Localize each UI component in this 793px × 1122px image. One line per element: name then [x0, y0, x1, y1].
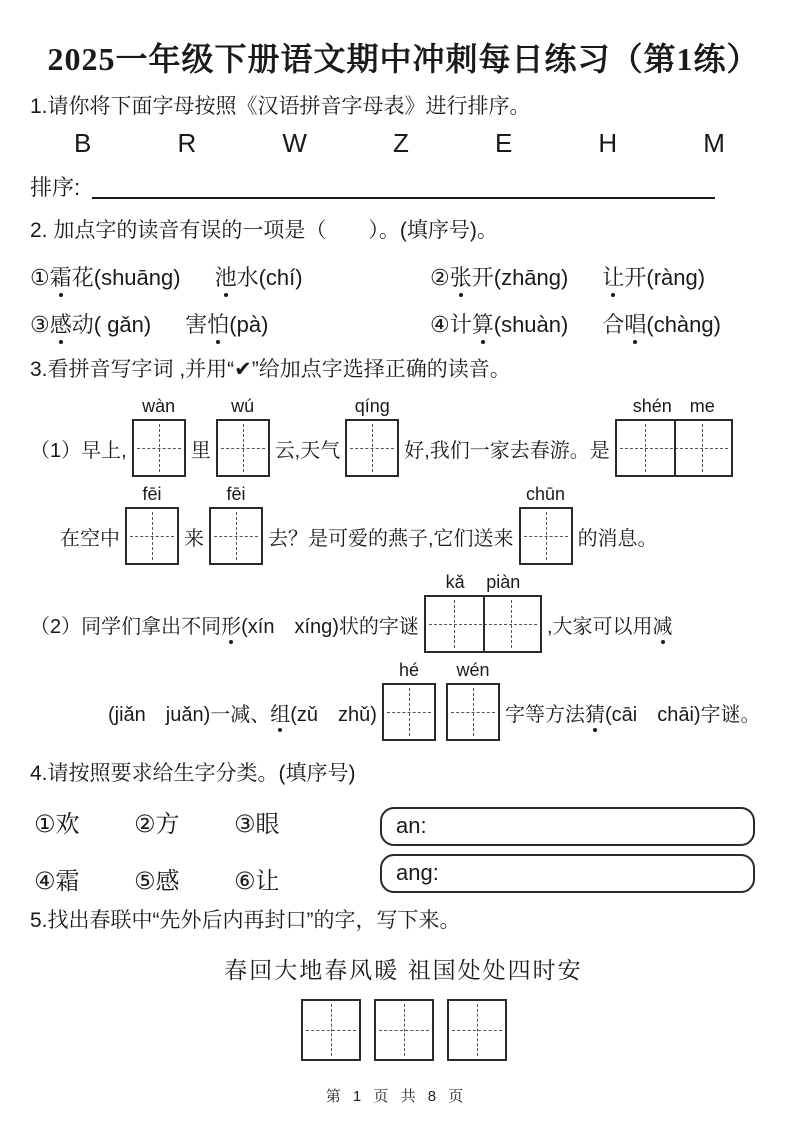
- option-2: [430, 261, 777, 292]
- writing-cell: [345, 419, 399, 477]
- tianzige-box: [132, 396, 186, 477]
- dotted-char: 猜: [585, 698, 605, 727]
- dotted-char: 张: [450, 261, 472, 292]
- ang-answer-box: ang:: [380, 854, 755, 893]
- an-answer-box: an:: [380, 807, 755, 846]
- char-item-1: ①欢: [34, 810, 80, 838]
- writing-cell: [301, 999, 361, 1061]
- word-group: ③感动( gǎn): [30, 308, 151, 339]
- question-2-prompt: 2. 加点字的读音有误的一项是（ ）。(填序号)。: [30, 219, 498, 243]
- option-1: [30, 261, 430, 292]
- word-group: 害怕(pà): [185, 308, 268, 339]
- dotted-char: 减: [653, 610, 673, 639]
- word-group: 池水(chí): [215, 261, 303, 292]
- writing-cell: [519, 507, 573, 565]
- writing-cell: [216, 419, 270, 477]
- pinyin-label: qíng: [354, 396, 390, 417]
- pinyin-label: wú: [231, 396, 255, 417]
- pinyin-label: wén: [456, 660, 490, 681]
- writing-cell: [209, 507, 263, 565]
- dotted-char: 感: [50, 308, 72, 339]
- answer-blank-line: [92, 177, 715, 199]
- char-item-4: ④霜: [34, 867, 80, 895]
- word-group: ②张开(zhāng): [430, 261, 568, 292]
- sentence-2-line-2: (jiǎn juǎn)一减、 组 (zǔ zhǔ) hé wén 字等方法 猜 (cāi chāi)字谜。: [30, 683, 777, 741]
- word-group: ①霜花(shuāng): [30, 261, 181, 292]
- sentence-1-line-2: 在空中 fēi 来 fēi 去？是可爱的燕子,它们送来 chūn 的消息。: [30, 507, 777, 565]
- sentence-2-line-1: （2）同学们拿出不同 形 (xín xíng)状的字谜 kǎ piàn ,大家可以用 减: [30, 595, 777, 653]
- pinyin-label: shén me: [632, 396, 715, 417]
- writing-cell: [125, 507, 179, 565]
- pinyin-label: fēi: [226, 484, 246, 505]
- char-item-2: ②方: [134, 810, 180, 838]
- question-1-prompt: 1.请你将下面字母按照《汉语拼音字母表》进行排序。: [30, 95, 531, 118]
- writing-cell: [382, 683, 436, 741]
- letter-e: E: [494, 128, 513, 159]
- writing-cell: [447, 999, 507, 1061]
- tianzige-box: [209, 484, 263, 565]
- letter-h: H: [598, 128, 618, 159]
- letter-b: B: [74, 128, 92, 159]
- pinyin-label: wàn: [142, 396, 176, 417]
- pinyin-label: hé: [398, 660, 419, 681]
- sort-label: 排序:: [30, 175, 81, 201]
- writing-cell-double: [424, 595, 542, 653]
- writing-cell: [446, 683, 500, 741]
- tianzige-double-box: [424, 572, 542, 653]
- tianzige-double-box: [615, 396, 733, 477]
- writing-cell: [374, 999, 434, 1061]
- tianzige-box: [216, 396, 270, 477]
- dotted-char: 池: [215, 261, 237, 292]
- option-3: [30, 308, 430, 339]
- char-item-3: ③眼: [234, 810, 280, 838]
- char-item-6: ⑥让: [234, 867, 280, 895]
- sentence-1-line-1: （1）早上, wàn 里 wú 云,天气 qíng 好,我们一家去春游。是 shén me: [30, 419, 777, 477]
- page-title: 2025一年级下册语文期中冲刺每日练习（第1练）: [47, 41, 760, 77]
- letter-r: R: [177, 128, 197, 159]
- letter-w: W: [282, 128, 307, 159]
- spring-couplet: 春回大地春风暖 祖国处处四时安: [224, 957, 583, 984]
- option-4: [430, 308, 777, 339]
- question-5-prompt: 5.找出春联中“先外后内再封口”的字，写下来。: [30, 908, 461, 932]
- dotted-char: 形: [221, 610, 241, 639]
- tianzige-box: [345, 396, 399, 477]
- dotted-char: 算: [472, 308, 494, 339]
- tianzige-box: [125, 484, 179, 565]
- tianzige-box: [519, 484, 573, 565]
- question-4-body: [30, 804, 777, 896]
- dotted-char: 唱: [624, 308, 646, 339]
- character-list: [30, 804, 380, 896]
- dotted-char: 怕: [207, 308, 229, 339]
- pinyin-label: kǎ piàn: [445, 572, 521, 593]
- letter-m: M: [703, 128, 725, 159]
- writing-cell: [132, 419, 186, 477]
- answer-grid-row: [30, 999, 777, 1061]
- word-group: ④计算(shuàn): [430, 308, 568, 339]
- tianzige-box: [446, 660, 500, 741]
- question-3-prompt: 3.看拼音写字词 ,并用“✔”给加点字选择正确的读音。: [30, 357, 511, 381]
- pinyin-label: chūn: [526, 484, 566, 505]
- sort-answer-row: [30, 171, 777, 202]
- char-item-5: ⑤感: [134, 867, 180, 895]
- letter-row: [30, 122, 777, 159]
- classify-boxes: [380, 807, 755, 893]
- page-number: 第 1 页 共 8 页: [325, 1088, 468, 1105]
- pinyin-label: fēi: [142, 484, 162, 505]
- word-group: 合唱(chàng): [602, 308, 721, 339]
- question-2-options: [30, 261, 777, 339]
- dotted-char: 霜: [50, 261, 72, 292]
- tianzige-box: [382, 660, 436, 741]
- word-group: 让开(ràng): [602, 261, 705, 292]
- writing-cell-double: [615, 419, 733, 477]
- dotted-char: 让: [602, 261, 624, 292]
- dotted-char: 组: [270, 698, 290, 727]
- letter-z: Z: [392, 128, 409, 159]
- question-4-prompt: 4.请按照要求给生字分类。(填序号): [30, 762, 356, 786]
